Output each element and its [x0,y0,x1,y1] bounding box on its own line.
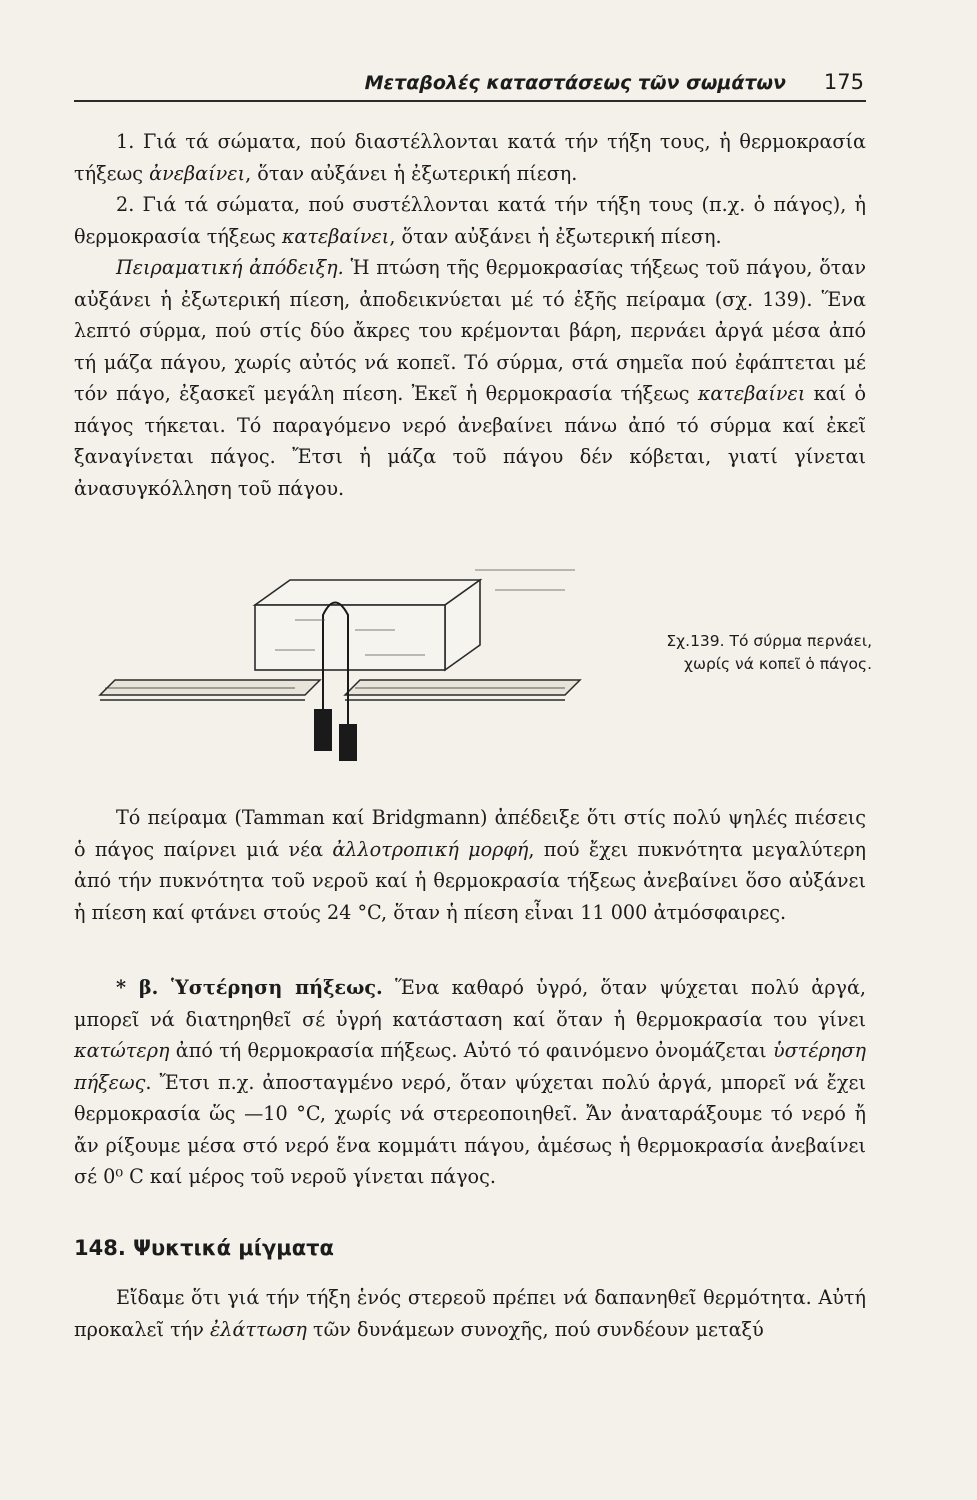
running-header [74,70,866,102]
wooden-support [100,680,580,700]
section-heading: 148. Ψυκτικά μίγματα [74,1236,334,1260]
proof-lead: Πειραματική ἀπόδειξη. [116,256,344,279]
rules-and-proof [74,126,866,504]
figure-139-ice-wire [95,560,595,780]
caption-line-1: Σχ.139. Τό σύρμα περνάει, [666,632,872,650]
hysteresis-paragraph: * β. Ὑστέρηση πήξεως. Ἕνα καθαρό ὑγρό, ὅταν ψύχεται πολύ ἀργά, μπορεῖ νά διατηρηθεῖ σέ ὑγρή κατάσταση καί ὅταν ἡ θερμοκρασία του γίνει κατώτερη ἀπό τή θερμοκρασία πήξεως. Αὐτό τό φαινόμενο ὀνομάζεται ὑστέρηση πήξεως. Ἔτσι π.χ. ἀποσταγμένο νερό, ὅταν ψύχεται πολύ ἀργά, μπορεῖ νά ἔχει θερμοκρασία ὥς —10 °C, χωρίς νά στερεοποιηθεῖ. Ἄν ἀναταράξουμε τό νερό ἤ ἄν ρίξουμε μέσα στό νερό ἕνα κομμάτι πάγου, ἀμέσως ἡ θερμοκρασία ἀνεβαίνει σέ 0⁰ C καί μέρος τοῦ νεροῦ γίνεται πάγος. [74,976,866,1188]
caption-line-2: χωρίς νά κοπεῖ ὁ πάγος. [684,655,872,673]
figure-caption [622,630,872,676]
experimental-proof: Πειραματική ἀπόδειξη. Ἡ πτώση τῆς θερμοκρασίας τήξεως τοῦ πάγου, ὅταν αὐξάνει ἡ ἐξωτερική πίεση, ἀποδεικνύεται μέ τό ἑξῆς πείραμα (σχ. 139). Ἕνα λεπτό σύρμα, πού στίς δύο ἄκρες του κρέμονται βάρη, περνάει ἀργά μέσα ἀπό τή μάζα πάγου, χωρίς αὐτός νά κοπεῖ. Τό σύρμα, στά σημεῖα πού ἐφάπτεται μέ τόν πάγο, ἐξασκεῖ μεγάλη πίεση. Ἐκεῖ ἡ θερμοκρασία τήξεως κατεβαίνει καί ὁ πάγος τήκεται. Τό παραγόμενο νερό ἀνεβαίνει πάνω ἀπό τό σύρμα καί ἐκεῖ ξαναγίνεται πάγος. Ἔτσι ἡ μάζα τοῦ πάγου δέν κόβεται, γιατί γίνεται ἀνασυγκόλληση τοῦ πάγου. [74,256,866,500]
rule-2: 2. Γιά τά σώματα, πού συστέλλονται κατά τήν τήξη τους (π.χ. ὁ πάγος), ἡ θερμοκρασία τήξεως κατεβαίνει, ὅταν αὐξάνει ἡ ἐξωτερική πίεση. [74,193,866,248]
header-title: Μεταβολές καταστάσεως τῶν σωμάτων [364,72,786,94]
rule-1: 1. Γιά τά σώματα, πού διαστέλλονται κατά τήν τήξη τους, ἡ θερμοκρασία τήξεως ἀνεβαίνει, ὅταν αὐξάνει ἡ ἐξωτερική πίεση. [74,130,866,185]
tamman-paragraph: Τό πείραμα (Tamman καί Bridgmann) ἀπέδειξε ὅτι στίς πολύ ψηλές πιέσεις ὁ πάγος παίρνει μιά νέα ἀλλοτροπική μορφή, πού ἔχει πυκνότητα μεγαλύτερη ἀπό τήν πυκνότητα τοῦ νεροῦ καί ἡ θερμοκρασία τήξεως ἀνεβαίνει ὅσο αὐξάνει ἡ πίεση καί φτάνει στούς 24 °C, ὅταν ἡ πίεση εἶναι 11 000 ἀτμόσφαιρες. [74,806,866,924]
page-number: 175 [823,70,864,94]
hysteresis-lead: * β. Ὑστέρηση πήξεως. [116,976,383,999]
section-paragraph: Εἴδαμε ὅτι γιά τήν τήξη ἑνός στερεοῦ πρέπει νά δαπανηθεῖ θερμότητα. Αὐτή προκαλεῖ τήν ἐλάττωση τῶν δυνάμεων συνοχῆς, πού συνδέουν μεταξύ [74,1286,866,1341]
ice-block [255,580,480,670]
